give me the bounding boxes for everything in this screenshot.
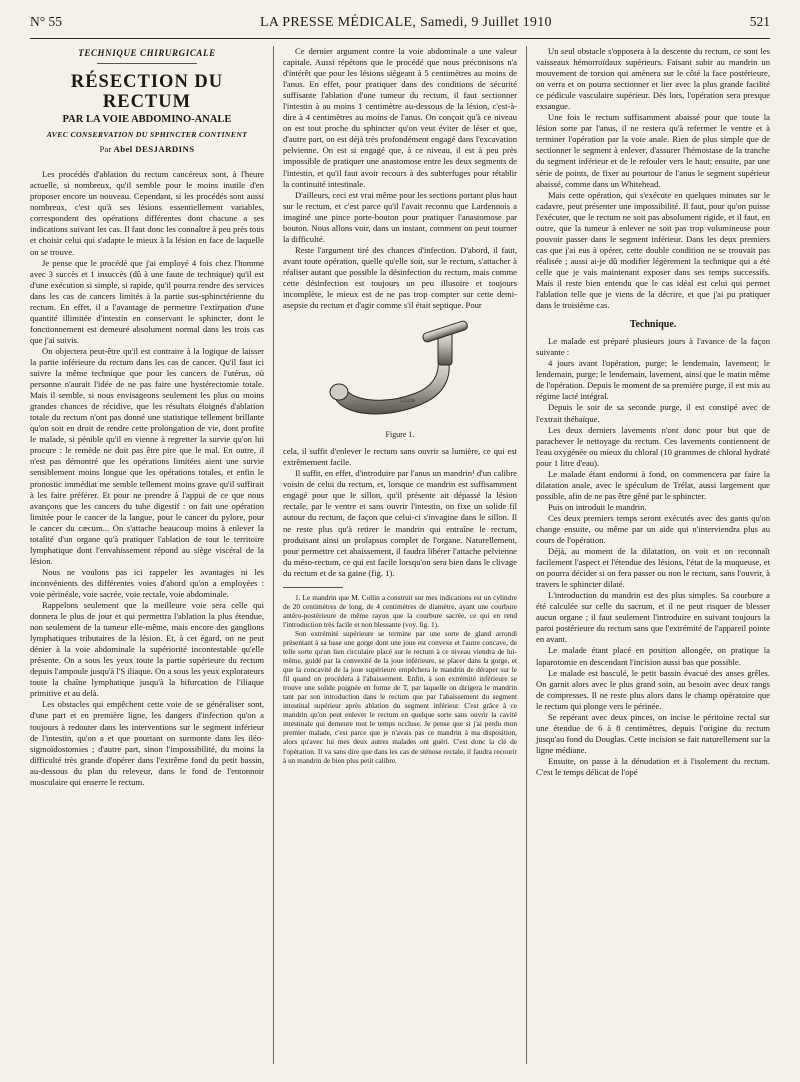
paragraph: Ensuite, on passe à la dénudation et à l'isolement du rectum. C'est le temps délicat de l'opé bbox=[536, 755, 770, 777]
column-2 bbox=[283, 46, 517, 765]
footnote-rule bbox=[283, 587, 343, 588]
paragraph: L'introduction du mandrin est des plus simples. Sa courbure a été calculée sur celle du sacrum, et il ne peut risquer de blesser aucun organe ; il faut seulement l'introduire en suivant toujours la paroi postérieure du rectum sans que l'extrémité de l'appareil pointe en avant. bbox=[536, 590, 770, 645]
paragraph: Le malade est basculé, le petit bassin évacué des anses grêles. On garnit alors avec le plus grand soin, au besoin avec deux rangs de compresses. Il ne reste plus alors dans le champ opératoire que le rectum qui plonge vers le périnée. bbox=[536, 667, 770, 711]
paragraph: Depuis le soir de sa seconde purge, il est constipé avec de l'extrait thébaïque. bbox=[536, 402, 770, 424]
paragraph: Déjà, au moment de la dilatation, on voit et on reconnaît facilement l'aspect et l'étendue des lésions, l'état de la muqueuse, et on pourra décider si on fera passer ou non le rectum, sans l'ouvrir, à travers le sphincter dilaté. bbox=[536, 546, 770, 590]
author-name: Abel DESJARDINS bbox=[113, 144, 195, 155]
paragraph: 4 jours avant l'opération, purge; le lendemain, lavement; le lendemain, purge; le lendemain, lavement, ainsi que le matin même de l'opération. Depuis le moment de sa première purge, il est mis au régime lacté intégral. bbox=[536, 358, 770, 402]
paragraph: Nous ne voulons pas ici rappeler les avantages ni les inconvénients des différentes voies d'abord qu'on a employées : voie périnéale, voie sacrée, voie rectale, voie abdominale. bbox=[30, 566, 264, 599]
issue-number: N° 55 bbox=[30, 14, 63, 29]
section-heading-technique: Technique. bbox=[629, 319, 677, 331]
footnote: Son extrémité supérieure se termine par une sorte de gland arrondi présentant à sa base une gorge dont une joue est convexe et l'autre concave, de telle sorte qu'un lien circulaire placé sur le rectum à ce niveau viendra de lui-même, guidé par la convexité de la joue inférieure, se placer dans la gorge, et que la concavité de la joue supérieure empêchera le mandrin de déraper sur le fil quand on procédera à l'abaissement. Enfin, à son extrémité inférieure se trouve une solide poignée en forme de T, par laquelle on dirigera le mandrin tant par son introduction dans le rectum que par l'abaissement du segment intestinal supérieur après ablation du segment inférieur. C'est grâce à ce mandrin qu'on peut enlever le rectum en quelque sorte sans ouvrir la cavité intestinale qui demeure tout le temps occluse. Je pense que si j'ai perdu mon premier malade, c'est parce que je n'avais pas ce mandrin à ma disposition, alors qu'avec lui mes deux autres malades ont guéri. C'est donc la clé de l'opération. Il va sans dire que dans les cas de sténose rectale, il faudra recourir à un mandrin de bien plus petit calibre. bbox=[283, 628, 517, 765]
paragraph: D'ailleurs, ceci est vrai même pour les sections portant plus haut sur le rectum, et c'est parce qu'il l'avait reconnu que Lardennois a imaginé une pince porte-bouton pour pratiquer l'anastomose par bouton. Nous allons voir, dans un instant, comment on peut tourner la difficulté. bbox=[283, 189, 517, 244]
paragraph: Les deux derniers lavements n'ont donc pour but que de parachever le nettoyage du rectum. Ces lavements contiennent de l'eau oxygénée ou mieux du chloral (10 grammes de chloral hydraté pour 1 litre d'eau). bbox=[536, 424, 770, 468]
paragraph: Les procédés d'ablation du rectum cancéreux sont, à l'heure actuelle, si nombreux, qu'il semble pour le moins inutile d'en proposer encore un nouveau. Cependant, si les procédés sont aussi nombreux, c'est qu'à ses lésions essentiellement variables, correspondent des opérations différentes dont chacune a ses indications suivant les cas. Il faut donc les connaître à peu près tous et choisir celui qui s'adapte le mieux à la lésion en face de laquelle on se trouve. bbox=[30, 169, 264, 257]
figure-inscription: COLLIN bbox=[400, 398, 415, 404]
paragraph: Une fois le rectum suffisamment abaissé pour que toute la lésion sorte par l'anus, il ne restera qu'à refermer le ventre et à terminer l'opération par la voie anale. Rien de plus simple que de sectionner le segment à enlever, d'assurer l'hémostase de la tranche du segment inférieur et de le refouler vers le haut; ensuite, par une série de points, de fixer au pourtour de l'anus le segment supérieur abaissé, comme dans un Whitehead. bbox=[536, 112, 770, 189]
paragraph: Ce dernier argument contre la voie abdominale a une valeur capitale. Aussi répétons que le procédé que nous préconisons n'a d'intérêt que pour les lésions siégeant à 5 centimètres au moins de l'anus. En effet, pour pratiquer dans des conditions de sécurité suffisante l'ablation d'une tumeur du rectum, il faut sectionner l'intestin à au moins 1 centimètre au-dessous de la lésion, c'est-à-dire à 4 centimètres au moins de l'anus. On conçoit qu'à ce niveau on est tout proche du sphincter qu'on veut éviter de léser et que, d'autre part, on est déjà très profondément engagé dans l'excavation pelvienne. On est si engagé que, à ce niveau, il est à peu près impossible de pratiquer une anastomose entre les deux segments de l'intestin, et qu'il faut avoir recours à des subterfuges pour rétablir la continuité intestinale. bbox=[283, 46, 517, 189]
column-3 bbox=[536, 46, 770, 778]
figure-1-mandrin-illustration bbox=[320, 317, 480, 427]
paragraph: Le malade est préparé plusieurs jours à l'avance de la façon suivante : bbox=[536, 336, 770, 358]
page-header bbox=[30, 14, 770, 38]
article-title: RÉSECTION DU RECTUM bbox=[70, 72, 224, 113]
rubric-heading: TECHNIQUE CHIRURGICALE bbox=[78, 48, 216, 58]
page-number: 521 bbox=[749, 14, 770, 29]
journal-masthead: LA PRESSE MÉDICALE, Samedi, 9 Juillet 1910 bbox=[259, 15, 552, 30]
byline-prefix: Par bbox=[99, 144, 112, 155]
column-divider bbox=[526, 46, 527, 1064]
paragraph: Le malade étant endormi à fond, on commencera par faire la dilatation anale, avec le spéculum de Trélat, aussi largement que possible, afin de ne pas être gêné par le sphincter. bbox=[536, 468, 770, 501]
figure-caption: Figure 1. bbox=[385, 430, 415, 440]
paragraph: Rappelons seulement que la meilleure voie sera celle qui donnera le plus de jour et qui permettra l'ablation la plus étendue, non seulement de la tumeur elle-même, mais encore des ganglions lymphatiques tributaires de la lésion. Et, à cet égard, on ne peut dénier à la voie abdominale la supériorité incontestable qu'elle présente. On a sous les yeux toute la partie supérieure du rectum depuis l'ampoule jusqu'à l'S iliaque. On a sous les yeux explorateurs toute la chaîne lymphatique jusqu'à la bifurcation de l'iliaque primitive et au delà. bbox=[30, 600, 265, 699]
header-rule bbox=[30, 38, 770, 39]
column-divider bbox=[273, 46, 274, 1064]
paragraph: Un seul obstacle s'opposera à la descente du rectum, ce sont les vaisseaux hémorroïdaux supérieurs. Faisant subir au mandrin un mouvement de torsion qui amènera sur le côté la face postérieure, on verra et on pourra sectionner et lier avec la plus grande facilité ce pédicule vasculaire supérieur. Dès lors, l'opération sera presque exsangue. bbox=[536, 46, 770, 112]
article-byline bbox=[30, 144, 264, 155]
paragraph: Le malade étant placé en position allongée, on pratique la laparotomie en descendant l'incision aussi bas que possible. bbox=[536, 645, 770, 667]
paragraph: Il suffit, en effet, d'introduire par l'anus un mandrin¹ d'un calibre voisin de celui du rectum, et, lorsque ce mandrin est suffisamment engagé pour que le sillon, qu'il présente ait dépassé la lésion rectale, par le ventre et sans ouvrir l'intestin, on fixe un solide fil autour du rectum, de façon que celui-ci s'invagine dans le sillon. Il ne reste plus qu'à retirer le mandrin qui entraîne le rectum, produisant ainsi un prolapsus complet de l'organe. Naturellement, pour permettre cet abaissement, il faudra libérer l'attache pelvienne du méso-rectum, ce qui est facile lorsqu'on sera bien dans le clivage du rectum et de sa gaine (fig. 1). bbox=[283, 468, 517, 578]
column-1 bbox=[30, 46, 264, 788]
paragraph: On objectera peut-être qu'il est contraire à la logique de laisser la partie inférieure du rectum dans les cas de cancer. Qu'il faut ici suivre la même technique que pour les cancers de l'utérus, où personne n'aurait l'idée de ne pas faire une hystérectomie totale. Mais il semble, si nous envisageons seulement les plus ou moins grandes chances de récidive, que les résultats éloignés d'ablation totale du rectum n'ont pas donné une statistique tellement brillante qu'on soit en droit de rendre cette prolongation de vie, dont profite le malade, si pénible qu'il en vienne à regretter la survie qu'on lui procure : le remède ne doit pas être pire que le mal. En outre, il n'est pas démontré que les opérations limitées aient une survie sensiblement moins longue que les opérations totales, et enfin le pronostic immédiat me semble tellement moins grave qu'il suffirait à les faire préférer. Et pour ne prendre à l'appui de ce que nous avançons que les cancers du tube digestif : on fait une opération limitée pour le cancer de la langue, pour le cancer du pylore, pour le cancer du cæcum... On s'attache beaucoup moins à enlever la totalité d'un organe qu'à pratiquer l'ablation de tout le territoire lymphatique dont l'envahissement répond au siège viscéral de la lésion. bbox=[30, 345, 264, 566]
paragraph: Puis on introduit le mandrin. bbox=[548, 501, 647, 512]
footnote: 1. Le mandrin que M. Collin a construit sur mes indications est un cylindre de 20 centimètres de long, de 4 centimètres de diamètre, ayant une courbure antéro-postérieure de même rayon que la courbure sacrée, ce qui en rend l'introduction très facile et non blessante (voy. fig. 1). bbox=[283, 592, 517, 629]
article-subtitle: PAR LA VOIE ABDOMINO-ANALE bbox=[62, 114, 232, 126]
paragraph: cela, il suffit d'enlever le rectum sans ouvrir sa lumière, ce qui est extrêmement facile. bbox=[283, 446, 517, 468]
paragraph: Se repérant avec deux pinces, on incise le péritoine rectal sur une étendue de 6 à 8 centimètres, depuis l'origine du rectum jusqu'au fond du Douglas. Cette incision se fait naturellement sur la ligne médiane. bbox=[536, 711, 770, 755]
paragraph: Mais cette opération, qui s'exécute en quelques minutes sur le cadavre, peut présenter une impossibilité. Il faut, pour qu'on puisse l'exécuter, que le rectum ne soit pas absolument rigide, et il faut, en outre, que la tumeur à enlever ne soit pas trop volumineuse pour pouvoir passer dans le segment inférieur. Dans les deux premiers cas que j'ai eus à opérer, cette double condition ne se trouvait pas réalisée ; aussi ai-je dû modifier légèrement la technique qui a été celle que je vais maintenant exposer dans ses temps successifs. Mais il reste bien entendu que le cas idéal est celui qui permet l'ablation telle que je viens de la décrire, et que j'ai pu pratiquer dans le troisième cas. bbox=[536, 189, 770, 311]
paragraph: Ces deux premiers temps seront exécutés avec des gants qu'on change ensuite, ou même par un aide qui n'interviendra plus au cours de l'opération. bbox=[536, 512, 770, 546]
paragraph: Je pense que le procédé que j'ai employé 4 fois chez l'homme avec 3 succès et 1 insuccès (dû à une faute de technique) qu'il est d'une exécution si simple, si rapide, qu'il pourra rendre des services dans les cas de cancers limités à la partie sus-sphinctérienne du rectum. En effet, il a l'avantage de permettre l'extirpation d'une quantité illimitée d'intestin en conservant le sphincter, dont le fonctionnement est demeuré absolument normal dans les trois cas que j'ai suivis. bbox=[30, 257, 264, 345]
paragraph: Les obstacles qui empêchent cette voie de se généraliser sont, d'une part et en première ligne, les dangers d'infection qu'on a toujours à redouter dans les interventions sur le segment inférieur de l'intestin, qu'on a et que pourtant on surmonte dans les iléo-sigmoïdostomies ; d'autre part, sinon l'impossibilité, du moins la difficulté très grande d'opérer dans l'extrême fond du petit bassin, au-dessous du plan du releveur, dans le fond de l'entonnoir musculaire qui enserre le rectum. bbox=[30, 699, 264, 787]
article-subtitle-secondary: AVEC CONSERVATION DU SPHINCTER CONTINENT bbox=[46, 130, 248, 140]
rubric-rule bbox=[97, 63, 197, 64]
paragraph: Reste l'argument tiré des chances d'infection. D'abord, il faut, avant toute opération, quelle qu'elle soit, sur le rectum, s'attacher à réaliser autant que possible la désinfection du rectum, mais comme cette désinfection est toujours un peu illusoire et toujours incomplète, le mieux est de ne pas trop compter sur cette demi-asepsie du rectum et d'agir comme s'il était septique. Pour bbox=[283, 244, 517, 311]
